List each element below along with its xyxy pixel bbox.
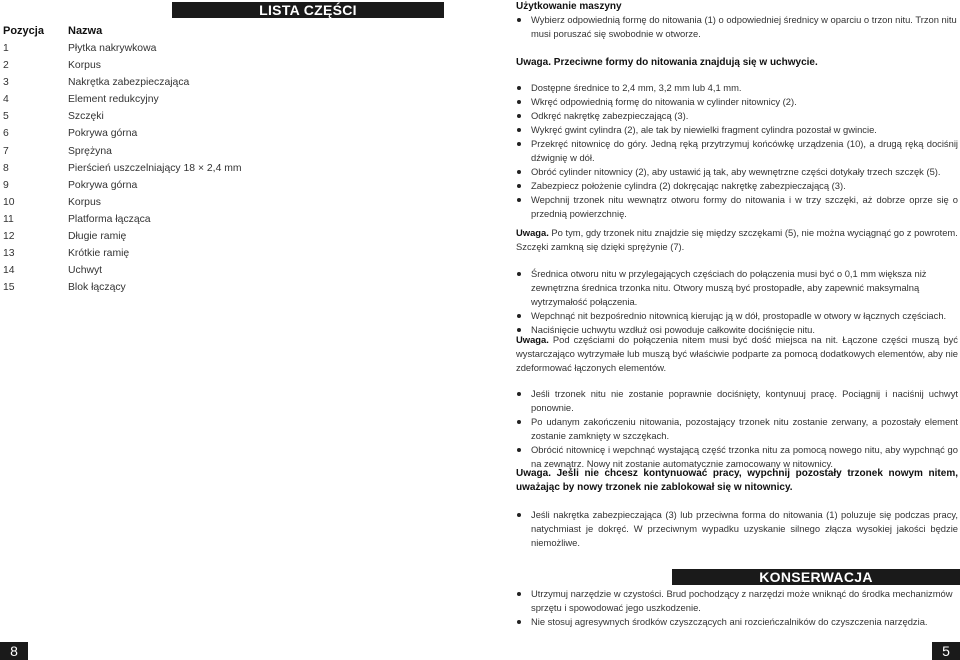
- part-name: Blok łączący: [68, 282, 126, 294]
- part-row: [0, 228, 460, 245]
- usage-heading: Użytkowanie maszyny: [516, 1, 622, 12]
- part-number: 11: [3, 213, 14, 225]
- note-space: [516, 333, 958, 375]
- part-name: Platforma łącząca: [68, 213, 151, 225]
- part-name: Pokrywa górna: [68, 128, 138, 140]
- column-header-name: Nazwa: [68, 25, 103, 37]
- part-row: [0, 125, 460, 142]
- list-item: Wkręć odpowiednią formę do nitowania w cylinder nitownicy (2).: [516, 95, 958, 109]
- left-page: [0, 0, 470, 660]
- nut-list: [516, 508, 958, 550]
- column-header-position: Pozycja: [3, 25, 44, 37]
- part-name: Uchwyt: [68, 265, 103, 277]
- steps-list: [516, 81, 958, 221]
- list-item: Naciśnięcie uchwytu wzdłuż osi powoduje całkowite dociśnięcie nitu.: [516, 323, 958, 337]
- part-name: Krótkie ramię: [68, 248, 130, 260]
- note-opposite-forms: Uwaga. Przeciwne formy do nitowania znajdują się w uchwycie.: [516, 57, 818, 68]
- list-item: Utrzymuj narzędzie w czystości. Brud pochodzący z narzędzi może wniknąć do środka mechanizmów sprzętu i spowodować jego uszkodzenie.: [516, 587, 958, 615]
- part-row: [0, 91, 460, 108]
- right-page: [500, 0, 960, 660]
- parts-list: [0, 40, 460, 296]
- list-item: Średnica otworu nitu w przylegających częściach do połączenia musi być o 0,1 mm większa niż zewnętrzna średnica trzonka nitu. Otwory muszą być prostopadłe, aby zapewnić maksymalną wytrzymałość połączenia.: [516, 267, 958, 309]
- part-number: 2: [3, 60, 9, 72]
- maintenance-list: [516, 587, 958, 629]
- maintenance-title: KONSERWACJA: [672, 569, 960, 585]
- list-item: Jeśli nakrętka zabezpieczająca (3) lub przeciwna forma do nitowania (1) poluzuje się podczas pracy, natychmiast je dokręć. W przeciwnym wypadku uzyskanie silnego złącza wysokiej jakości będzie niemożliwe.: [516, 508, 958, 550]
- part-name: Pokrywa górna: [68, 179, 138, 191]
- page-number-left: 8: [0, 642, 28, 660]
- part-number: 13: [3, 248, 15, 260]
- part-number: 6: [3, 128, 9, 140]
- part-row: [0, 177, 460, 194]
- list-item: Odkręć nakrętkę zabezpieczającą (3).: [516, 109, 958, 123]
- part-name: Nakrętka zabezpieczająca: [68, 77, 190, 89]
- list-item: Obrócić nitownicę i wepchnąć wystającą część trzonka nitu za pomocą nowego nitu, aby wypchnąć go na zewnątrz. Nowy nit zostanie automatycznie zamocowany w nitownicy.: [516, 443, 958, 471]
- parts-list-title: LISTA CZĘŚCI: [172, 2, 444, 18]
- list-item: Po udanym zakończeniu nitowania, pozostający trzonek nitu zostanie zerwany, a pozostały element zostanie zamknięty w szczękach.: [516, 415, 958, 443]
- list-item: Wybierz odpowiednią formę do nitowania (1) o odpowiedniej średnicy w oparciu o trzon nitu. Trzon nitu musi poruszać się swobodnie w otworze.: [516, 13, 958, 41]
- note-label: Uwaga.: [516, 334, 549, 345]
- usage-list: [516, 13, 958, 41]
- part-name: Element redukcyjny: [68, 94, 159, 106]
- list-item: Nie stosuj agresywnych środków czyszczących ani rozcieńczalników do czyszczenia narzędzia.: [516, 615, 958, 629]
- part-row: [0, 279, 460, 296]
- part-row: [0, 57, 460, 74]
- part-number: 4: [3, 94, 9, 106]
- part-name: Szczęki: [68, 111, 104, 123]
- part-number: 7: [3, 145, 9, 157]
- list-item: Jeśli trzonek nitu nie zostanie poprawnie dociśnięty, kontynuuj pracę. Pociągnij i naciśnij uchwyt ponownie.: [516, 387, 958, 415]
- part-number: 3: [3, 77, 9, 89]
- part-number: 8: [3, 162, 9, 174]
- part-name: Korpus: [68, 60, 101, 72]
- list-item: Wepchnąć nit bezpośrednio nitownicą kierując ją w dół, prostopadle w otwory w łącznych częściach.: [516, 309, 958, 323]
- part-number: 1: [3, 43, 9, 54]
- note-jaws: [516, 226, 958, 254]
- part-row: [0, 74, 460, 91]
- part-row: [0, 194, 460, 211]
- part-row: [0, 245, 460, 262]
- list-item: Dostępne średnice to 2,4 mm, 3,2 mm lub 4,1 mm.: [516, 81, 958, 95]
- list-item: Zabezpiecz położenie cylindra (2) dokręcając nakrętkę zabezpieczającą (3).: [516, 179, 958, 193]
- list-item: Wepchnij trzonek nitu wewnątrz otworu formy do nitowania i w trzy szczęki, aż dobrze oprze się o przednią powierzchnię.: [516, 193, 958, 221]
- part-row: [0, 143, 460, 160]
- part-number: 9: [3, 179, 9, 191]
- page-number-right: 5: [932, 642, 960, 660]
- riveting-list: [516, 387, 958, 471]
- part-row: [0, 262, 460, 279]
- part-row: [0, 211, 460, 228]
- part-row: [0, 40, 460, 57]
- part-number: 10: [3, 196, 15, 208]
- note-text: Pod częściami do połączenia nitem musi być dość miejsca na nit. Łączone części muszą być wystarczająco wytrzymałe lub muszą być właściwie podparte za pomocą dodatkowych elementów, aby nie zdeformować łączonych elementów.: [516, 334, 958, 373]
- hole-notes-list: [516, 267, 958, 337]
- part-name: Sprężyna: [68, 145, 112, 157]
- usage-section: [516, 0, 958, 41]
- list-item: Obróć cylinder nitownicy (2), aby ustawić ją tak, aby wewnętrzne części dotykały trzech szczęk (5).: [516, 165, 958, 179]
- list-item: Wykręć gwint cylindra (2), ale tak by niewielki fragment cylindra pozostał w gwincie.: [516, 123, 958, 137]
- part-number: 15: [3, 282, 15, 294]
- part-number: 14: [3, 265, 15, 277]
- part-row: [0, 160, 460, 177]
- part-name: Długie ramię: [68, 231, 127, 243]
- part-name: Korpus: [68, 196, 101, 208]
- part-number: 12: [3, 231, 15, 243]
- note-text: Po tym, gdy trzonek nitu znajdzie się między szczękami (5), nie można wyciągnąć go z powrotem. Szczęki zamkną się dzięki sprężynie (7).: [516, 227, 958, 252]
- part-name: Płytka nakrywkowa: [68, 43, 157, 54]
- note-label: Uwaga.: [516, 227, 549, 238]
- note-stop-work: Uwaga. Jeśli nie chcesz kontynuować pracy, wypchnij pozostały trzonek nowym nitem, uważając by nowy trzonek nie zablokował się w nitownicy.: [516, 468, 958, 493]
- part-row: [0, 108, 460, 125]
- part-number: 5: [3, 111, 9, 123]
- part-name: Pierścień uszczelniający 18 × 2,4 mm: [68, 162, 242, 174]
- list-item: Przekręć nitownicę do góry. Jedną ręką przytrzymuj końcówkę urządzenia (10), a drugą ręką dociśnij dźwignię w dół.: [516, 137, 958, 165]
